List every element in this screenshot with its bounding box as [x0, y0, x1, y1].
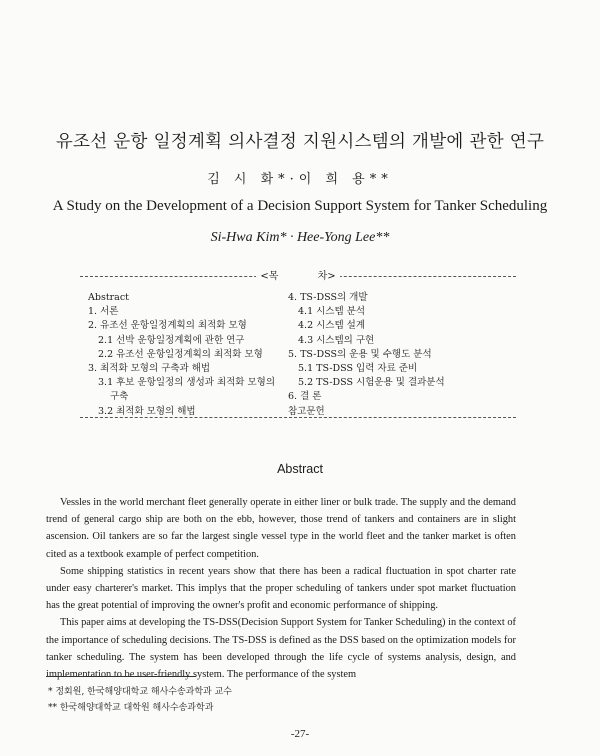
abstract-heading: Abstract	[277, 462, 323, 476]
toc-item: 5. TS-DSS의 운용 및 수행도 분석	[288, 348, 432, 360]
toc-item: 6. 결 론	[288, 391, 322, 403]
abstract-paragraph: Vessles in the world merchant fleet generally operate in either liner or bulk trade. The supply and the demand trend of general cargo ship are both on the ebb, however, those trend of tankers and containers are in slight ascension. Oil tankers are so far the largest single vessel type in the world fleet and the tanker market is often cited as a textbook example of perfect competition.	[46, 497, 516, 560]
abstract-paragraph: This paper aims at developing the TS-DSS(Decision Support System for Tanker Scheduling) in the context of the importance of scheduling decisions. The TS-DSS is defined as the DSS based on the optimization models for tanker scheduling. The system has been developed through the life cycle of systems analysis, design, and implementation to be user-friendly system. The performance of the system	[46, 617, 516, 681]
abstract-body	[46, 494, 516, 683]
toc-item: 2. 유조선 운항일정계획의 최적화 모형	[88, 320, 247, 332]
toc-item: 5.2 TS-DSS 시험운용 및 결과분석	[298, 377, 445, 389]
toc-heading: <목 차>	[256, 271, 339, 282]
toc-item: 4.3 시스템의 구현	[298, 334, 375, 346]
toc-item: 4. TS-DSS의 개발	[288, 292, 368, 303]
korean-authors: 김 시 화*·이 희 용**	[207, 172, 393, 187]
toc-item: 4.1 시스템 분석	[298, 306, 366, 318]
toc-item: 3. 최적화 모형의 구축과 해법	[88, 363, 211, 375]
toc-item: 3.2 최적화 모형의 해법	[98, 405, 196, 417]
toc-item: 2.1 선박 운항일정계획에 관한 연구	[98, 334, 245, 346]
toc-item: 3.1 후보 운항일정의 생성과 최적화 모형의	[98, 377, 276, 389]
table-of-contents	[80, 271, 516, 418]
toc-item: 5.1 TS-DSS 입력 자료 준비	[298, 363, 418, 375]
toc-item: 1. 서론	[88, 306, 119, 318]
toc-item: 2.2 유조선 운항일정계획의 최적화 모형	[98, 348, 263, 360]
footnote-divider	[46, 676, 196, 677]
page-number: -27-	[290, 728, 310, 740]
toc-item: 구축	[110, 391, 129, 403]
footnote-2: ** 한국해양대학교 대학원 해사수송과학과	[48, 703, 214, 713]
toc-item: 참고문헌	[288, 405, 325, 417]
abstract-paragraph: Some shipping statistics in recent years show that there has been a radical fluctuation in spot charter rate under easy charterer's market. This implys that the proper scheduling of tankers under spot market fluctuation has the great potential of improving the owner's profit and economic performance of shipping.	[46, 565, 516, 612]
english-authors: Si-Hwa Kim* · Hee-Yong Lee**	[210, 230, 390, 245]
toc-left-column	[88, 291, 288, 419]
footnote-1: * 정회원, 한국해양대학교 해사수송과학과 교수	[48, 687, 232, 697]
toc-right-column	[288, 291, 516, 419]
toc-item: 4.2 시스템 설계	[298, 320, 366, 332]
toc-item: Abstract	[88, 292, 129, 303]
korean-title: 유조선 운항 일정계획 의사결정 지원시스템의 개발에 관한 연구	[55, 132, 545, 152]
english-title: A Study on the Development of a Decision Support System for Tanker Scheduling	[52, 198, 548, 214]
